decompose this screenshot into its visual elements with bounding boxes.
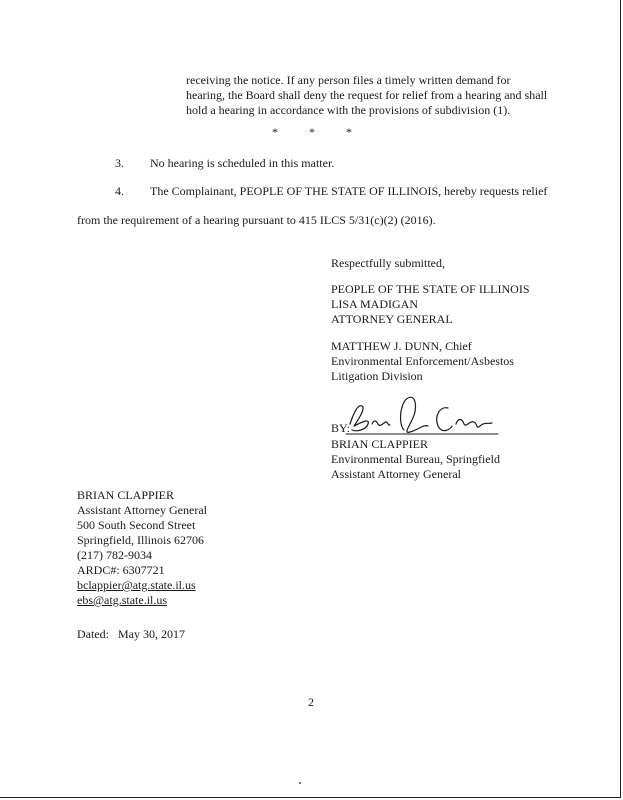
contact-line: 500 South Second Street (77, 518, 196, 532)
paragraph-4-number: 4. (115, 184, 124, 198)
email-link[interactable]: bclappier@atg.state.il.us (77, 578, 196, 592)
quote-line: hearing, the Board shall deny the request for relief from a hearing and shall (186, 88, 548, 102)
ellipsis-stars (258, 125, 366, 140)
signer-line: BRIAN CLAPPIER (331, 437, 429, 451)
contact-line: (217) 782-9034 (77, 548, 152, 562)
contact-line: BRIAN CLAPPIER (77, 488, 175, 502)
contact-line: ARDC#: 6307721 (77, 563, 165, 577)
chief-line: MATTHEW J. DUNN, Chief (331, 339, 472, 353)
dated-label: Dated: (77, 627, 109, 641)
party-block (331, 282, 530, 327)
chief-line: Litigation Division (331, 369, 423, 383)
contact-line: Springfield, Illinois 62706 (77, 533, 204, 547)
signer-line: Assistant Attorney General (331, 467, 461, 481)
party-line: PEOPLE OF THE STATE OF ILLINOIS (331, 282, 530, 296)
signer-line: Environmental Bureau, Springfield (331, 452, 500, 466)
paragraph-4-text-line1: The Complainant, PEOPLE OF THE STATE OF ILLINOIS, hereby requests relief (150, 184, 548, 198)
signer-block (331, 437, 500, 482)
closing: Respectfully submitted, (331, 256, 445, 270)
dated-value: May 30, 2017 (118, 627, 185, 641)
quote-line: receiving the notice. If any person files a timely written demand for (186, 73, 511, 87)
chief-line: Environmental Enforcement/Asbestos (331, 354, 514, 368)
party-line: ATTORNEY GENERAL (331, 312, 453, 326)
contact-line: Assistant Attorney General (77, 503, 207, 517)
quoted-statute (186, 73, 547, 118)
quote-line: hold a hearing in accordance with the provisions of subdivision (1). (186, 103, 511, 117)
paragraph-3-number: 3. (115, 156, 124, 170)
star: * (346, 125, 352, 139)
star: * (309, 125, 315, 139)
by-label: BY: (331, 421, 350, 435)
paragraph-4-text-line2: from the requirement of a hearing pursuant to 415 ILCS 5/31(c)(2) (2016). (77, 213, 436, 227)
contact-block (77, 488, 207, 608)
email-link[interactable]: ebs@atg.state.il.us (77, 593, 168, 607)
page-number: 2 (308, 695, 314, 709)
chief-block (331, 339, 514, 384)
paragraph-3-text: No hearing is scheduled in this matter. (150, 156, 335, 170)
scan-speck (299, 782, 301, 784)
star: * (272, 125, 278, 139)
party-line: LISA MADIGAN (331, 297, 418, 311)
